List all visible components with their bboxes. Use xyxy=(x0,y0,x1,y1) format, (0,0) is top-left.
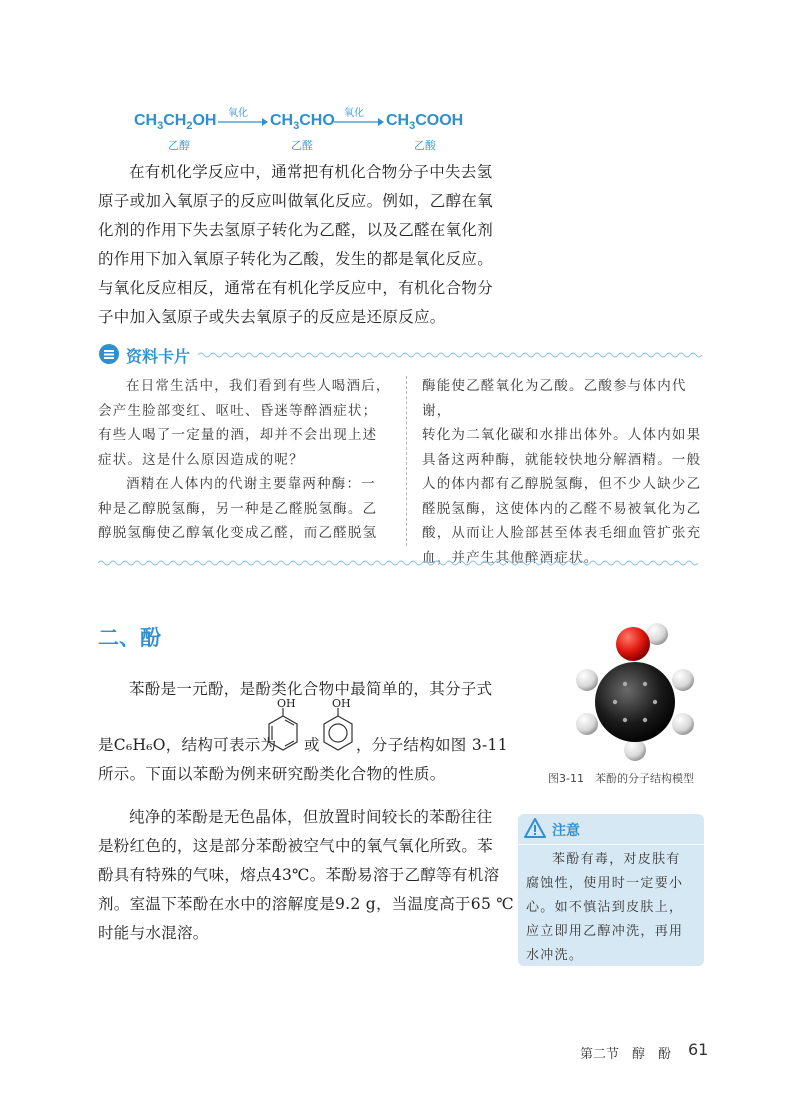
info-line: 醇脱氢酶使乙醇氧化变成乙醛，而乙醛脱氢 xyxy=(98,525,378,541)
note-line: 水冲洗。 xyxy=(526,948,584,963)
acetic-acid-name: 乙酸 xyxy=(414,139,436,152)
reaction-arrow1-icon xyxy=(218,116,268,128)
reaction-arrow2-icon xyxy=(334,116,384,128)
wavy-divider-top xyxy=(198,350,704,360)
info-card-title: 资料卡片 xyxy=(126,347,191,366)
reaction-acetic-acid: $CH_3COOH$ xyxy=(386,112,464,133)
phenol-line: 苯酚是一元酚，是酚类化合物中最简单的，其分子式 xyxy=(129,680,493,698)
note-line: 苯酚有毒，对皮肤有 xyxy=(552,852,681,867)
phenol-line: 时能与水混溶。 xyxy=(98,924,209,942)
phenol-molecule-model-image xyxy=(565,612,705,762)
phenol-paragraph-2 xyxy=(98,803,528,948)
figure-caption: 图3-11 苯酚的分子结构模型 xyxy=(548,772,694,785)
or-word: 或 xyxy=(304,736,320,754)
warning-icon xyxy=(524,818,546,838)
info-card-right-column xyxy=(422,374,712,570)
book-icon xyxy=(98,343,120,365)
footer-section: 第二节 醇 酚 xyxy=(580,1047,672,1062)
note-line: 应立即用乙醇冲洗，再用 xyxy=(526,924,684,939)
phenol-line: 剂。室温下苯酚在水中的溶解度是9.2 g，当温度高于65 ℃ xyxy=(98,895,514,913)
wavy-divider-bottom xyxy=(98,558,704,568)
section-title: 二、酚 xyxy=(98,626,161,650)
info-line: 转化为二氧化碳和水排出体外。人体内如果 xyxy=(422,427,702,443)
acetaldehyde-name: 乙醛 xyxy=(291,139,313,152)
phenol-line: 酚具有特殊的气味，熔点43℃。苯酚易溶于乙醇等有机溶 xyxy=(98,866,500,884)
oh-label-2: OH xyxy=(332,697,351,710)
phenol-formula-text: 是C₆H₆O，结构可表示为 xyxy=(98,736,277,754)
info-line: 在日常生活中，我们看到有些人喝酒后， xyxy=(126,378,391,394)
info-line: 醛脱氢酶，这使体内的乙醛不易被氧化为乙 xyxy=(422,500,702,517)
phenol-paragraph-1 xyxy=(98,675,528,704)
info-line: 具备这两种酶，就能较快地分解酒精。一般 xyxy=(422,451,702,468)
ethanol-name: 乙醇 xyxy=(168,139,190,152)
intro-line: 化剂的作用下失去氢原子转化为乙醛，以及乙醛在氧化剂 xyxy=(98,221,494,239)
info-line: 会产生脸部变红、呕吐、昏迷等醉酒症状； xyxy=(98,402,378,419)
phenol-kekule-structure xyxy=(266,708,300,754)
info-line: 症状。这是什么原因造成的呢？ xyxy=(98,451,304,468)
reaction-ethanol: $CH_3CH_2OH$ xyxy=(134,112,217,133)
info-line: 酸，从而让人脸部甚至体表毛细血管扩张充 xyxy=(422,525,702,541)
info-card-left-column xyxy=(98,374,398,546)
page-number: 61 xyxy=(688,1040,709,1059)
note-body xyxy=(526,848,702,968)
phenol-line-2b: ，分子结构如图 3-11 xyxy=(356,736,508,754)
info-card-column-divider xyxy=(406,376,407,546)
phenol-line: 纯净的苯酚是无色晶体，但放置时间较长的苯酚往往 xyxy=(129,808,493,826)
reaction-arrow1-label: 氧化 xyxy=(228,108,248,119)
phenol-line: 是粉红色的，这是部分苯酚被空气中的氧气氧化所致。苯 xyxy=(98,837,494,855)
phenol-line-3: 所示。下面以苯酚为例来研究酚类化合物的性质。 xyxy=(98,765,446,783)
info-line: 酶能使乙醛氧化为乙酸。乙酸参与体内代谢， xyxy=(422,378,687,419)
intro-line: 原子或加入氧原子的反应叫做氧化反应。例如，乙醇在氧 xyxy=(98,192,494,210)
intro-paragraph xyxy=(98,158,518,332)
oh-label-1: OH xyxy=(277,697,296,710)
reaction-arrow2-label: 氧化 xyxy=(344,108,364,119)
info-line: 种是乙醇脱氢酶，另一种是乙醛脱氢酶。乙 xyxy=(98,500,378,517)
note-line: 腐蚀性，使用时一定要小 xyxy=(526,876,684,891)
intro-line: 子中加入氢原子或失去氧原子的反应是还原反应。 xyxy=(98,308,446,326)
info-line: 有些人喝了一定量的酒，却并不会出现上述 xyxy=(98,427,378,443)
note-header-divider xyxy=(518,844,704,845)
note-line: 心。如不慎沾到皮肤上， xyxy=(526,900,684,915)
reaction-acetaldehyde: $CH_3CHO$ xyxy=(270,112,335,133)
phenol-circle-structure xyxy=(321,708,355,754)
note-title: 注意 xyxy=(552,823,580,839)
intro-line: 与氧化反应相反，通常在有机化学反应中，有机化合物分 xyxy=(98,279,494,297)
intro-line: 在有机化学反应中，通常把有机化合物分子中失去氢 xyxy=(129,163,493,181)
info-line: 酒精在人体内的代谢主要靠两种酶：一 xyxy=(126,476,376,492)
intro-line: 的作用下加入氧原子转化为乙酸，发生的都是氧化反应。 xyxy=(98,250,494,268)
info-line: 人的体内都有乙醇脱氢酶，但不少人缺少乙 xyxy=(422,476,702,492)
info-line: 血，并产生其他醉酒症状。 xyxy=(422,549,599,566)
